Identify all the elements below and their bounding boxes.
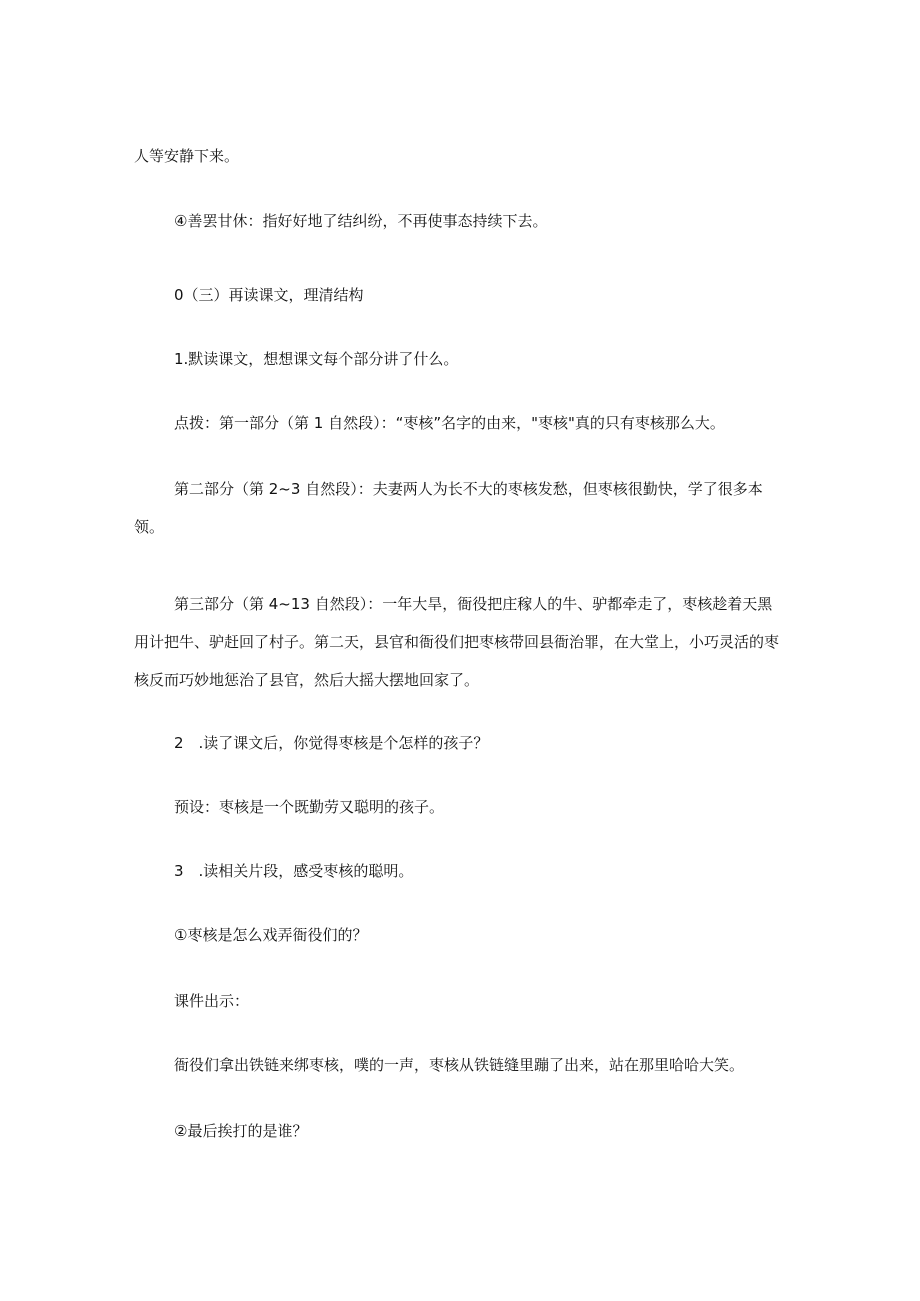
paragraph-continuation: 人等安静下来。: [134, 147, 240, 165]
section-heading: 0（三）再读课文，理清结构: [174, 286, 364, 304]
sub-question-2: ②最后挨打的是谁？: [174, 1122, 308, 1140]
courseware-excerpt: 衙役们拿出铁链来绑枣核，噗的一声，枣核从铁链缝里蹦了出来，站在那里哈哈大笑。: [174, 1056, 745, 1074]
question-1: 1.默读课文，想想课文每个部分讲了什么。: [174, 350, 459, 368]
annotation-item-4: ④善罢甘休：指好好地了结纠纷，不再使事态持续下去。: [174, 212, 548, 230]
sub-question-1: ①枣核是怎么戏弄衙役们的？: [174, 926, 368, 944]
hint-part-2: 第二部分（第 2~3 自然段）：夫妻两人为长不大的枣核发愁，但枣核很勤快，学了很多本领。: [134, 480, 763, 536]
courseware-label: 课件出示：: [174, 992, 250, 1010]
question-3: 3 .读相关片段，感受枣核的聪明。: [174, 862, 414, 880]
preset-answer: 预设：枣核是一个既勤劳又聪明的孩子。: [174, 798, 445, 816]
hint-part-3: 第三部分（第 4~13 自然段）：一年大旱，衙役把庄稼人的牛、驴都牵走了，枣核趁着天黑用计把牛、驴赶回了村子。第二天，县官和衙役们把枣核带回县衙治罪，在大堂上，小巧灵活的枣核反而巧妙地惩治了县官，然后大摇大摆地回家了。: [134, 595, 780, 689]
hint-part-1: 点拨：第一部分（第 1 自然段）：“枣核”名字的由来，"枣核"真的只有枣核那么大。: [174, 414, 725, 432]
question-2: 2 .读了课文后，你觉得枣核是个怎样的孩子？: [174, 734, 489, 752]
